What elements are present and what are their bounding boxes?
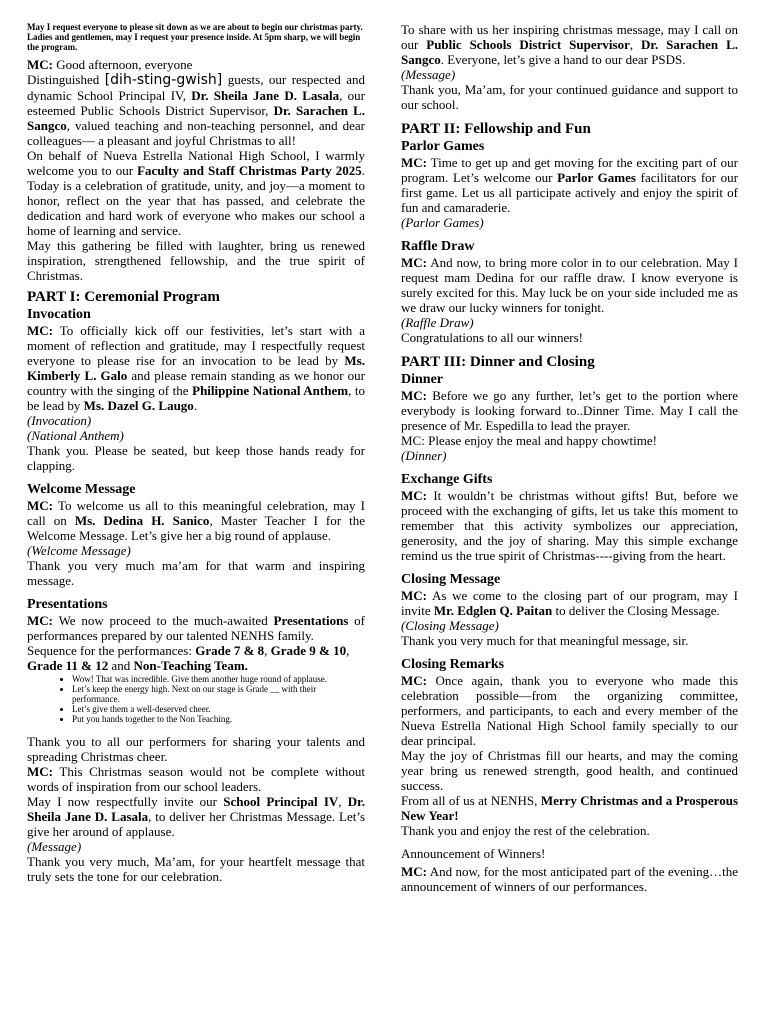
closing-message-thanks: Thank you very much for that meaningful message, sir.: [401, 633, 689, 648]
principal-invite-paragraph: May I now respectfully invite our School Principal IV, Dr. Sheila Jane D. Lasala, to deliver her Christmas Message. Let’s give her around of applause.: [27, 794, 365, 839]
parlor-games-paragraph: MC: Time to get up and get moving for the exciting part of our program. Let’s welcome our Parlor Games facilitators for our first game. Let us all participate actively and enjoy the spirit of fun and camaraderie.: [401, 155, 739, 215]
performance-cue-list: [27, 674, 365, 724]
anthem-cue: (National Anthem): [27, 428, 124, 443]
dinner-paragraph: MC: Before we go any further, let’s get to the portion where everybody is looking forward to..Dinner Time. May I call the presence of Mr. Espedilla to lead the prayer.: [401, 388, 738, 433]
left-column: [27, 22, 365, 884]
parlor-games-heading: Parlor Games: [401, 139, 485, 154]
greeting-line: MC: Good afternoon, everyone: [27, 57, 193, 72]
presentations-paragraph: MC: We now proceed to the much-awaited Presentations of performances prepared by our talented NENHS family.: [27, 613, 366, 643]
closing-remarks-paragraph: MC: Once again, thank you to everyone who made this celebration possible—from the organizing committee, performers, and participants, to each and every member of the Nueva Estrella National High School family specially to our dear principal.: [401, 673, 738, 748]
part-one-heading: PART I: Ceremonial Program: [27, 289, 220, 305]
presence-notice: Ladies and gentlemen, may I request your presence inside. At 5pm sharp, we will begin the program.: [27, 32, 361, 52]
raffle-draw-heading: Raffle Draw: [401, 239, 475, 254]
announcement-heading: Announcement of Winners!: [401, 846, 546, 861]
right-column: [401, 22, 738, 894]
psds-invite-paragraph: To share with us her inspiring christmas message, may I call on our Public Schools District Supervisor, Dr. Sarachen L. Sangco. Everyone, let’s give a hand to our dear PSDS.: [401, 22, 739, 67]
list-item: • Wow! That was incredible. Give them another huge round of applause.: [72, 674, 365, 684]
pronunciation-guide: [dih-sting-gwish]: [104, 72, 223, 88]
distinguished-paragraph: Distinguished [dih-sting-gwish] guests, our respected and dynamic School Principal IV, Dr. Sheila Jane D. Lasala, our esteemed Public Schools District Supervisor, Dr. Sarachen L. Sangco, valued teaching and non-teaching personnel, and dear colleagues— a pleasant and joyful Christmas to all!: [27, 72, 366, 148]
raffle-draw-cue: (Raffle Draw): [401, 315, 474, 330]
welcome-message-thanks: Thank you very much ma’am for that warm and inspiring message.: [27, 558, 365, 588]
welcome-message-cue: (Welcome Message): [27, 543, 131, 558]
announcement-paragraph: MC: And now, for the most anticipated part of the evening…the announcement of winners of our performances.: [401, 864, 738, 894]
gathering-paragraph: May this gathering be filled with laughter, bring us renewed inspiration, strengthened fellowship, and the true spirit of Christmas.: [27, 238, 365, 283]
welcome-message-heading: Welcome Message: [27, 482, 136, 497]
seating-notice: May I request everyone to please sit down as we are about to begin our christmas party.: [27, 22, 363, 32]
invocation-thanks: Thank you. Please be seated, but keep those hands ready for clapping.: [27, 443, 365, 473]
part-three-heading: PART III: Dinner and Closing: [401, 354, 595, 370]
dinner-cue: (Dinner): [401, 448, 447, 463]
raffle-congrats: Congratulations to all our winners!: [401, 330, 583, 345]
list-item: • Let’s keep the energy high. Next on our stage is Grade __ with their performance.: [72, 684, 365, 704]
parlor-games-cue: (Parlor Games): [401, 215, 484, 230]
closing-remarks-wish: May the joy of Christmas fill our hearts, and may the coming year bring us renewed strength, good health, and continued success.: [401, 748, 738, 793]
exchange-gifts-paragraph: MC: It wouldn’t be christmas without gifts! But, before we proceed with the exchanging of gifts, let us take this moment to remember that this activity symbolizes our appreciation, generosity, and the joy of sharing. May this simple exchange remind us the true spirit of Christmas----giving from the heart.: [401, 488, 739, 563]
exchange-gifts-heading: Exchange Gifts: [401, 472, 493, 487]
list-item: • Put you hands together to the Non Teaching.: [72, 714, 365, 724]
sequence-paragraph: Sequence for the performances: Grade 7 & 8, Grade 9 & 10, Grade 11 & 12 and Non-Teaching Team.: [27, 643, 350, 673]
invocation-paragraph: MC: To officially kick off our festivities, let’s start with a moment of reflection and gratitude, may I respectfully request everyone to please rise for an invocation to be lead by Ms. Kimberly L. Galo and please remain standing as we honor our country with the singing of the Philippine National Anthem, to be lead by Ms. Dazel G. Laugo.: [27, 323, 366, 413]
dinner-enjoy-line: MC: Please enjoy the meal and happy chowtime!: [401, 433, 657, 448]
welcome-message-paragraph: MC: To welcome us all to this meaningful celebration, may I call on Ms. Dedina H. Sanico, Master Teacher I for the Welcome Message. Let’s give her a big round of applause.: [27, 498, 366, 543]
principal-message-thanks: Thank you very much, Ma’am, for your heartfelt message that truly sets the tone for our celebration.: [27, 854, 365, 884]
closing-message-paragraph: MC: As we come to the closing part of our program, may I invite Mr. Edglen Q. Paitan to deliver the Closing Message.: [401, 588, 738, 618]
performers-thanks: Thank you to all our performers for sharing your talents and spreading Christmas cheer.: [27, 734, 365, 764]
psds-thanks: Thank you, Ma’am, for your continued guidance and support to our school.: [401, 82, 738, 112]
closing-remarks-thanks: Thank you and enjoy the rest of the celebration.: [401, 823, 650, 838]
closing-remarks-greeting: From all of us at NENHS, Merry Christmas and a Prosperous New Year!: [401, 793, 739, 823]
closing-message-heading: Closing Message: [401, 572, 501, 587]
principal-message-cue: (Message): [27, 839, 82, 854]
welcome-paragraph: On behalf of Nueva Estrella National High School, I warmly welcome you to our Faculty and Staff Christmas Party 2025. Today is a celebration of gratitude, unity, and joy—a moment to honor, reflect on the year that has passed, and celebrate the dedication and hard work of everyone who makes our school a home of learning and service.: [27, 148, 365, 238]
closing-remarks-heading: Closing Remarks: [401, 657, 505, 672]
christmas-season-paragraph: MC: This Christmas season would not be complete without words of inspiration from our school leaders.: [27, 764, 365, 794]
part-two-heading: PART II: Fellowship and Fun: [401, 121, 591, 137]
raffle-draw-paragraph: MC: And now, to bring more color in to our celebration. May I request mam Dedina for our raffle draw. I know everyone is surely excited for this. May luck be on your side included me as we draw our lucky winners for tonight.: [401, 255, 738, 315]
list-item: • Let’s give them a well-deserved cheer.: [72, 704, 365, 714]
presentations-heading: Presentations: [27, 597, 108, 612]
dinner-heading: Dinner: [401, 372, 443, 387]
closing-message-cue: (Closing Message): [401, 618, 499, 633]
invocation-cue: (Invocation): [27, 413, 92, 428]
psds-message-cue: (Message): [401, 67, 456, 82]
invocation-heading: Invocation: [27, 307, 91, 322]
